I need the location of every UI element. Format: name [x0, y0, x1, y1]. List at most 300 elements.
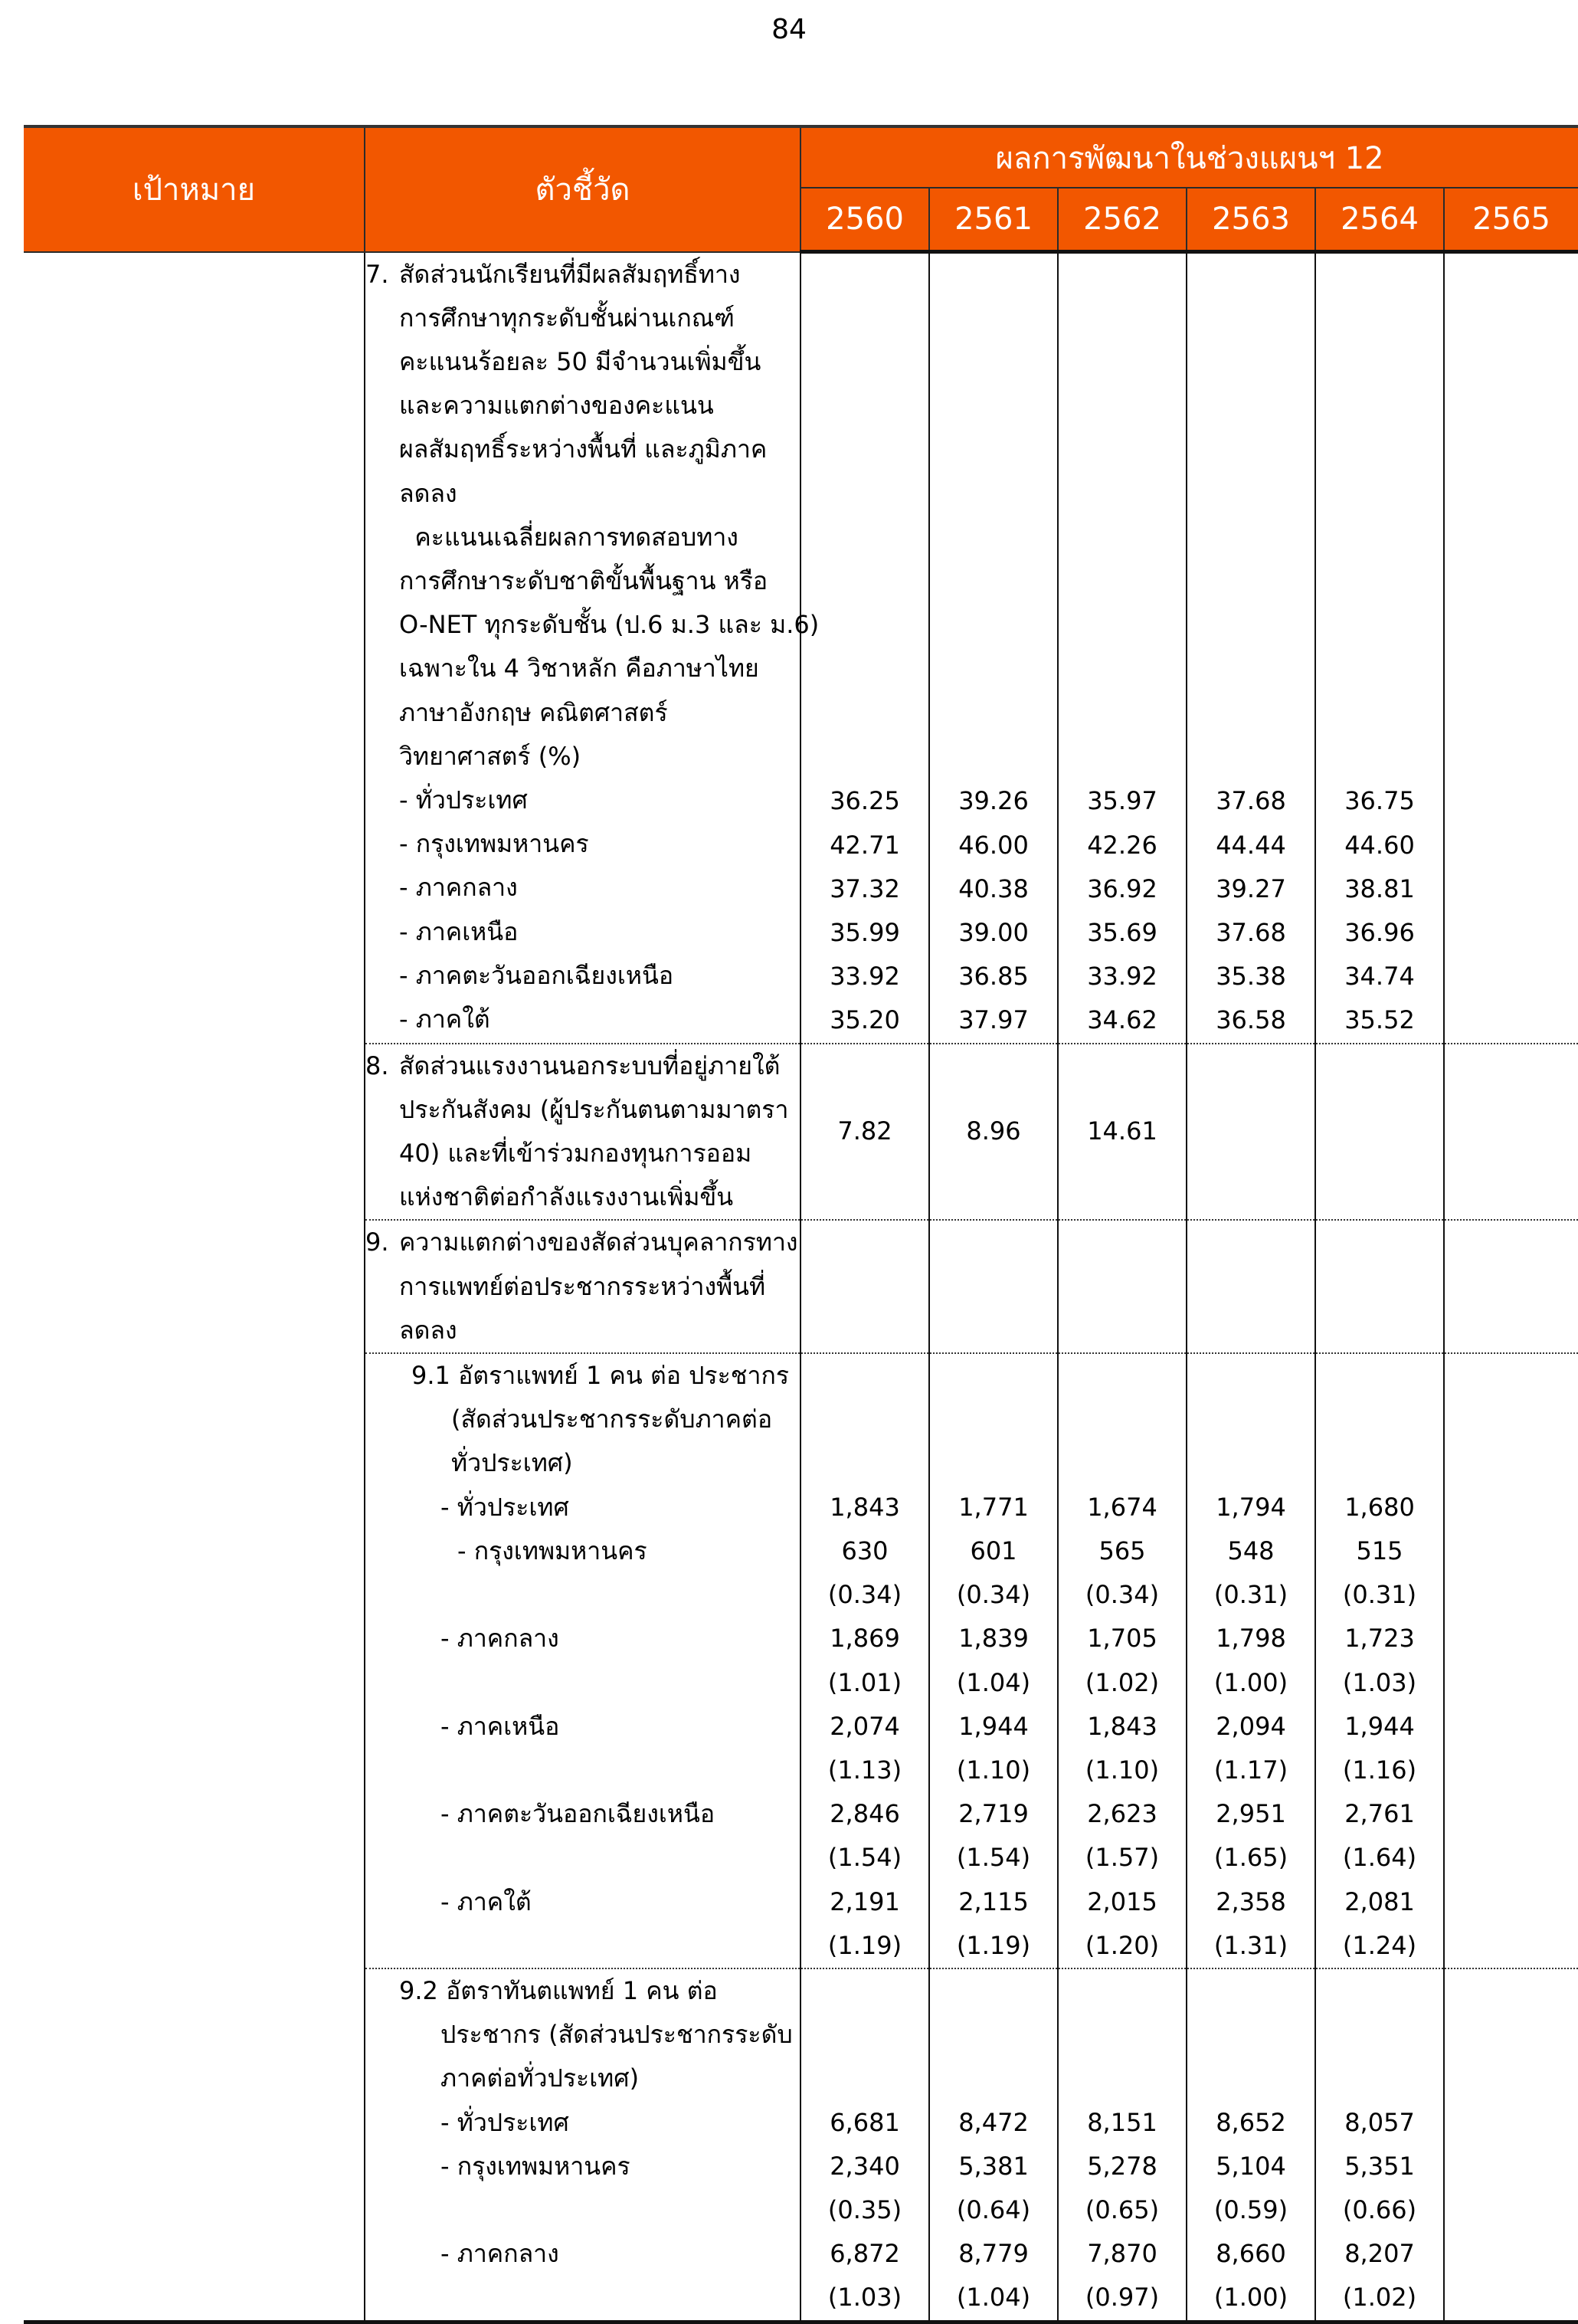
blank-line — [930, 2013, 1057, 2057]
region-ratio: (0.31) — [1213, 1580, 1288, 1610]
region-value: 1,839 — [958, 1624, 1029, 1654]
region-value: 1,944 — [958, 1711, 1029, 1741]
blank-line — [930, 1441, 1057, 1485]
region-value — [1445, 1880, 1578, 1924]
blank-line — [1187, 341, 1314, 385]
item-title: สัดส่วนนักเรียนที่มีผลสัมฤทธิ์ทาง — [399, 259, 741, 289]
blank-line — [1316, 2057, 1443, 2100]
region-value: 565 — [1098, 1536, 1146, 1565]
blank-line — [930, 1354, 1057, 1398]
region-value — [1445, 1486, 1578, 1529]
blank-line — [1445, 429, 1578, 473]
region-value: 8,472 — [958, 2107, 1029, 2137]
region-value: 2,081 — [1344, 1886, 1415, 1916]
region-value: 33.92 — [830, 962, 900, 992]
region-value: 601 — [970, 1536, 1017, 1565]
region-value: 1,843 — [830, 1492, 900, 1522]
year-cell-2562 — [1058, 1968, 1187, 2322]
blank-line — [1445, 385, 1578, 429]
header-year-2563: 2563 — [1187, 188, 1315, 252]
region-value: 35.20 — [830, 1005, 900, 1035]
region-value: 2,846 — [830, 1799, 900, 1829]
region-value: 37.97 — [958, 1005, 1029, 1035]
blank-line — [1316, 605, 1443, 648]
indicator-cell — [365, 1044, 800, 1221]
region-value: 34.74 — [1344, 962, 1415, 992]
region-ratio: (0.97) — [1085, 2283, 1160, 2313]
region-label: - ภาคกลาง — [440, 2239, 559, 2269]
blank-line — [930, 341, 1057, 385]
item8-title-line: 40) และที่เข้าร่วมกองทุนการออม — [399, 1139, 752, 1169]
year-cell-2565 — [1444, 252, 1578, 1044]
region-value: 2,074 — [830, 1711, 900, 1741]
blank-line — [1445, 560, 1578, 604]
region-value: 36.92 — [1087, 874, 1157, 903]
blank-line — [1187, 429, 1314, 473]
region-ratio: (1.16) — [1342, 1755, 1417, 1785]
header-results-span: ผลการพัฒนาในช่วงแผนฯ 12 — [800, 126, 1578, 188]
year-cell-2563 — [1187, 252, 1315, 1044]
blank-line — [1059, 297, 1186, 341]
blank-line — [801, 605, 928, 648]
blank-line — [801, 1441, 928, 1485]
indicator-row-9-1 — [24, 1353, 1578, 1968]
region-ratio: (1.00) — [1213, 2283, 1288, 2313]
blank-line — [930, 648, 1057, 692]
region-value: 2,951 — [1216, 1799, 1286, 1829]
blank-line — [1445, 2013, 1578, 2057]
year-cell-2564 — [1315, 1044, 1444, 1221]
region-ratio: (1.03) — [827, 2283, 902, 2313]
item9-title-line: การแพทย์ต่อประชากรระหว่างพื้นที่ — [399, 1271, 766, 1301]
blank-line — [1316, 648, 1443, 692]
year-cell-2563 — [1187, 1220, 1315, 1353]
region-value: 35.99 — [830, 918, 900, 948]
region-ratio: (0.66) — [1342, 2195, 1417, 2224]
region-value: 2,340 — [830, 2151, 900, 2181]
blank-line — [1187, 385, 1314, 429]
ratio-spacer — [365, 1836, 800, 1880]
blank-line — [1059, 516, 1186, 560]
indicator-cell — [365, 1968, 800, 2322]
indicator-row-7 — [24, 252, 1578, 1044]
region-ratio — [1445, 2188, 1578, 2232]
region-value: 1,944 — [1344, 1711, 1415, 1741]
region-value: 35.52 — [1344, 1005, 1415, 1035]
region-value: 1,674 — [1087, 1492, 1157, 1522]
blank-line — [1445, 473, 1578, 516]
blank-line — [1059, 1441, 1186, 1485]
blank-line — [930, 429, 1057, 473]
item8-value — [1445, 1110, 1578, 1153]
blank-line — [1187, 254, 1314, 297]
blank-line — [801, 1354, 928, 1398]
region-ratio: (0.64) — [956, 2195, 1031, 2224]
region-value: 1,869 — [830, 1624, 900, 1654]
region-value — [1445, 867, 1578, 911]
region-value: 1,798 — [1216, 1624, 1286, 1654]
year-cell-2563 — [1187, 1353, 1315, 1968]
blank-line — [801, 736, 928, 779]
item7-title-line: O-NET ทุกระดับชั้น (ป.6 ม.3 และ ม.6) — [399, 610, 820, 640]
blank-line — [1187, 2013, 1314, 2057]
region-ratio: (1.01) — [827, 1667, 902, 1697]
item8-value: 14.61 — [1087, 1116, 1157, 1146]
header-year-2562: 2562 — [1058, 188, 1187, 252]
blank-line — [930, 736, 1057, 779]
blank-line — [1316, 1969, 1443, 2013]
indicator-cell — [365, 1353, 800, 1968]
region-value: 1,723 — [1344, 1624, 1415, 1654]
goal-cell — [24, 252, 365, 1044]
blank-line — [801, 429, 928, 473]
region-value: 37.32 — [830, 874, 900, 903]
region-label: - ทั่วประเทศ — [440, 2107, 569, 2137]
region-value: 8,660 — [1216, 2239, 1286, 2269]
blank-line — [1445, 1441, 1578, 1485]
region-label: - ภาคกลาง — [399, 873, 518, 903]
region-value: 39.26 — [958, 786, 1029, 816]
region-value: 44.44 — [1216, 830, 1286, 860]
year-cell-2562 — [1058, 252, 1187, 1044]
indicator-table — [24, 125, 1578, 2324]
goal-cell — [24, 1353, 365, 1968]
blank-line — [1316, 1354, 1443, 1398]
region-value — [1445, 911, 1578, 955]
region-value: 6,872 — [830, 2239, 900, 2269]
year-cell-2564 — [1315, 1353, 1444, 1968]
blank-line — [801, 341, 928, 385]
region-value — [1445, 2232, 1578, 2276]
item7-title-line — [365, 253, 800, 297]
blank-line — [801, 254, 928, 297]
region-label: - ทั่วประเทศ — [399, 785, 528, 815]
region-ratio: (1.17) — [1213, 1755, 1288, 1785]
indicator-cell — [365, 1220, 800, 1353]
region-value: 548 — [1227, 1536, 1275, 1565]
year-cell-2563 — [1187, 1968, 1315, 2322]
item9_1-title-line: ทั่วประเทศ) — [451, 1448, 573, 1478]
region-value — [1445, 2101, 1578, 2145]
region-ratio: (1.20) — [1085, 1930, 1160, 1960]
blank-line — [1187, 1398, 1314, 1441]
item8-value: 7.82 — [837, 1116, 892, 1146]
region-ratio — [1445, 1749, 1578, 1792]
item9_1-title-line: 9.1 อัตราแพทย์ 1 คน ต่อ ประชากร — [411, 1361, 790, 1391]
blank-line — [1316, 2013, 1443, 2057]
goal-cell — [24, 1220, 365, 1353]
region-ratio: (0.59) — [1213, 2195, 1288, 2224]
region-value: 8,779 — [958, 2239, 1029, 2269]
blank-line — [1187, 473, 1314, 516]
region-value: 2,761 — [1344, 1799, 1415, 1829]
region-value: 5,381 — [958, 2151, 1029, 2181]
blank-line — [1445, 648, 1578, 692]
blank-line — [1187, 648, 1314, 692]
blank-line — [1187, 1969, 1314, 2013]
region-value — [1445, 1792, 1578, 1836]
region-ratio — [1445, 1836, 1578, 1880]
region-value: 42.71 — [830, 830, 900, 860]
region-value: 35.97 — [1087, 786, 1157, 816]
blank-line — [1059, 1354, 1186, 1398]
year-cell-2562 — [1058, 1044, 1187, 1221]
blank-line — [1059, 341, 1186, 385]
year-cell-2560 — [800, 1353, 929, 1968]
region-value: 1,843 — [1087, 1711, 1157, 1741]
blank-line — [1059, 605, 1186, 648]
region-value: 44.60 — [1344, 830, 1415, 860]
item-number: 9. — [365, 1228, 389, 1257]
region-value: 2,191 — [830, 1886, 900, 1916]
region-value: 2,015 — [1087, 1886, 1157, 1916]
blank-line — [1059, 2057, 1186, 2100]
year-cell-2565 — [1444, 1353, 1578, 1968]
blank-line — [1445, 1354, 1578, 1398]
goal-cell — [24, 1044, 365, 1221]
ratio-spacer — [365, 1661, 800, 1705]
blank-line — [930, 473, 1057, 516]
region-value: 35.38 — [1216, 962, 1286, 992]
region-ratio: (0.34) — [827, 1580, 902, 1610]
region-value: 1,680 — [1344, 1492, 1415, 1522]
region-ratio: (1.57) — [1085, 1843, 1160, 1873]
blank-line — [1187, 2057, 1314, 2100]
region-value — [1445, 2145, 1578, 2188]
indicator-row-9-2 — [24, 1968, 1578, 2322]
region-value: 2,094 — [1216, 1711, 1286, 1741]
year-cell-2564 — [1315, 252, 1444, 1044]
region-label: - ภาคตะวันออกเฉียงเหนือ — [399, 960, 674, 990]
blank-line — [1059, 254, 1186, 297]
region-ratio: (1.19) — [956, 1930, 1031, 1960]
year-cell-2560 — [800, 1044, 929, 1221]
region-value: 36.96 — [1344, 918, 1415, 948]
blank-line — [1445, 1969, 1578, 2013]
year-cell-2560 — [800, 1968, 929, 2322]
region-ratio: (0.31) — [1342, 1580, 1417, 1610]
region-label: - ภาคกลาง — [440, 1624, 559, 1654]
region-value: 42.26 — [1087, 830, 1157, 860]
item7-title-line: การศึกษาทุกระดับชั้นผ่านเกณฑ์ — [399, 303, 735, 333]
region-ratio: (1.10) — [1085, 1755, 1160, 1785]
blank-line — [1316, 560, 1443, 604]
blank-line — [1059, 692, 1186, 736]
blank-line — [1059, 473, 1186, 516]
region-value: 1,705 — [1087, 1624, 1157, 1654]
blank-line — [930, 254, 1057, 297]
region-ratio: (1.02) — [1342, 2283, 1417, 2313]
blank-line — [1316, 429, 1443, 473]
item7-title-line: ลดลง — [399, 478, 457, 508]
region-value — [1445, 1617, 1578, 1660]
ratio-spacer — [365, 2276, 800, 2319]
region-value: 38.81 — [1344, 874, 1415, 903]
region-ratio: (1.54) — [827, 1843, 902, 1873]
blank-line — [930, 2057, 1057, 2100]
region-value: 2,719 — [958, 1799, 1029, 1829]
year-cell-2562 — [1058, 1220, 1187, 1353]
goal-cell — [24, 1968, 365, 2322]
year-cell-2563 — [1187, 1044, 1315, 1221]
blank-line — [1187, 605, 1314, 648]
item7-title-line: เฉพาะใน 4 วิชาหลัก คือภาษาไทย — [399, 654, 759, 683]
blank-line — [930, 385, 1057, 429]
item-title: ความแตกต่างของสัดส่วนบุคลากรทาง — [399, 1228, 798, 1257]
blank-line — [801, 1969, 928, 2013]
blank-line — [930, 516, 1057, 560]
region-value: 630 — [841, 1536, 889, 1565]
ratio-spacer — [365, 1749, 800, 1792]
region-label: - กรุงเทพมหานคร — [399, 829, 589, 859]
blank-line — [1445, 692, 1578, 736]
region-value — [1445, 779, 1578, 823]
blank-line — [1445, 254, 1578, 297]
region-value: 6,681 — [830, 2107, 900, 2137]
region-value: 515 — [1356, 1536, 1403, 1565]
region-value: 5,278 — [1087, 2151, 1157, 2181]
region-ratio — [1445, 1661, 1578, 1705]
blank-line — [1059, 2013, 1186, 2057]
blank-line — [1316, 254, 1443, 297]
item7-title-line: วิทยาศาสตร์ (%) — [399, 741, 581, 771]
region-value: 34.62 — [1087, 1005, 1157, 1035]
blank-line — [930, 1969, 1057, 2013]
region-value: 35.69 — [1087, 918, 1157, 948]
blank-line — [1316, 1398, 1443, 1441]
blank-line — [930, 605, 1057, 648]
blank-line — [1316, 1441, 1443, 1485]
blank-line — [1187, 297, 1314, 341]
blank-line — [801, 1398, 928, 1441]
year-cell-2564 — [1315, 1968, 1444, 2322]
region-value — [1445, 1705, 1578, 1749]
item-number: 8. — [365, 1051, 389, 1080]
blank-line — [930, 297, 1057, 341]
region-value: 39.00 — [958, 918, 1029, 948]
item8-value — [1316, 1110, 1443, 1153]
region-value: 46.00 — [958, 830, 1029, 860]
region-value: 37.68 — [1216, 786, 1286, 816]
region-ratio: (0.35) — [827, 2195, 902, 2224]
region-value: 8,652 — [1216, 2107, 1286, 2137]
blank-line — [1187, 1354, 1314, 1398]
region-ratio: (1.00) — [1213, 1667, 1288, 1697]
blank-line — [1059, 429, 1186, 473]
region-value: 8,057 — [1344, 2107, 1415, 2137]
region-label: - ทั่วประเทศ — [440, 1492, 569, 1522]
region-label: - ภาคตะวันออกเฉียงเหนือ — [440, 1799, 715, 1829]
item8-title-line: แห่งชาติต่อกำลังแรงงานเพิ่มขึ้น — [399, 1182, 734, 1212]
blank-line — [1316, 692, 1443, 736]
blank-line — [1445, 605, 1578, 648]
blank-line — [801, 516, 928, 560]
region-ratio: (1.03) — [1342, 1667, 1417, 1697]
blank-line — [1059, 1969, 1186, 2013]
region-ratio: (1.64) — [1342, 1843, 1417, 1873]
year-cell-2561 — [929, 1044, 1058, 1221]
blank-line — [1445, 2057, 1578, 2100]
blank-line — [1059, 736, 1186, 779]
region-value — [1445, 1529, 1578, 1573]
region-value — [1445, 955, 1578, 998]
blank-line — [1059, 648, 1186, 692]
year-cell-2561 — [929, 1220, 1058, 1353]
region-ratio: (1.10) — [956, 1755, 1031, 1785]
item9-title-line — [365, 1221, 800, 1264]
region-label: - ภาคใต้ — [440, 1886, 532, 1916]
region-value: 37.68 — [1216, 918, 1286, 948]
region-value: 5,351 — [1344, 2151, 1415, 2181]
item7-title-line: การศึกษาระดับชาติขั้นพื้นฐาน หรือ — [399, 565, 768, 595]
region-ratio: (1.19) — [827, 1930, 902, 1960]
region-ratio: (1.65) — [1213, 1843, 1288, 1873]
indicator-row-9 — [24, 1220, 1578, 1353]
region-value: 2,623 — [1087, 1799, 1157, 1829]
region-ratio: (1.54) — [956, 1843, 1031, 1873]
region-value: 39.27 — [1216, 874, 1286, 903]
blank-line — [801, 297, 928, 341]
blank-line — [1187, 736, 1314, 779]
region-ratio: (0.34) — [956, 1580, 1031, 1610]
region-value: 2,115 — [958, 1886, 1029, 1916]
blank-line — [801, 2013, 928, 2057]
indicator-row-8 — [24, 1044, 1578, 1221]
region-value: 8,151 — [1087, 2107, 1157, 2137]
region-ratio: (1.04) — [956, 1667, 1031, 1697]
blank-line — [1316, 516, 1443, 560]
year-cell-2565 — [1444, 1044, 1578, 1221]
blank-line — [801, 560, 928, 604]
region-value: 40.38 — [958, 874, 1029, 903]
region-label: - กรุงเทพมหานคร — [457, 1536, 647, 1565]
region-value: 2,358 — [1216, 1886, 1286, 1916]
region-value: 36.25 — [830, 786, 900, 816]
item-number: 7. — [365, 259, 389, 289]
item7-title-line: คะแนนร้อยละ 50 มีจำนวนเพิ่มขึ้น — [399, 346, 761, 376]
header-year-2564: 2564 — [1315, 188, 1444, 252]
year-cell-2565 — [1444, 1968, 1578, 2322]
region-ratio: (0.34) — [1085, 1580, 1160, 1610]
region-label: - ภาคเหนือ — [440, 1711, 560, 1741]
item-title: สัดส่วนแรงงานนอกระบบที่อยู่ภายใต้ — [399, 1051, 781, 1080]
blank-line — [1059, 385, 1186, 429]
item7-title-line: และความแตกต่างของคะแนน — [399, 391, 714, 421]
blank-line — [1187, 560, 1314, 604]
blank-line — [930, 560, 1057, 604]
header-indicator: ตัวชี้วัด — [365, 126, 800, 252]
region-ratio: (1.24) — [1342, 1930, 1417, 1960]
blank-line — [1187, 516, 1314, 560]
region-ratio — [1445, 1924, 1578, 1968]
blank-line — [1316, 385, 1443, 429]
header-goal: เป้าหมาย — [24, 126, 365, 252]
ratio-spacer — [365, 1924, 800, 1968]
year-cell-2561 — [929, 1353, 1058, 1968]
item9_2-title-line: ประชากร (สัดส่วนประชากรระดับ — [440, 2020, 793, 2050]
blank-line — [1316, 736, 1443, 779]
blank-line — [1445, 297, 1578, 341]
item7-title-line: ภาษาอังกฤษ คณิตศาสตร์ — [399, 697, 668, 727]
year-cell-2562 — [1058, 1353, 1187, 1968]
item9_2-title-line: 9.2 อัตราทันตแพทย์ 1 คน ต่อ — [399, 1975, 718, 2005]
year-cell-2560 — [800, 252, 929, 1044]
year-cell-2561 — [929, 1968, 1058, 2322]
region-value: 36.85 — [958, 962, 1029, 992]
blank-line — [801, 692, 928, 736]
region-value: 8,207 — [1344, 2239, 1415, 2269]
item8-value — [1187, 1110, 1314, 1153]
